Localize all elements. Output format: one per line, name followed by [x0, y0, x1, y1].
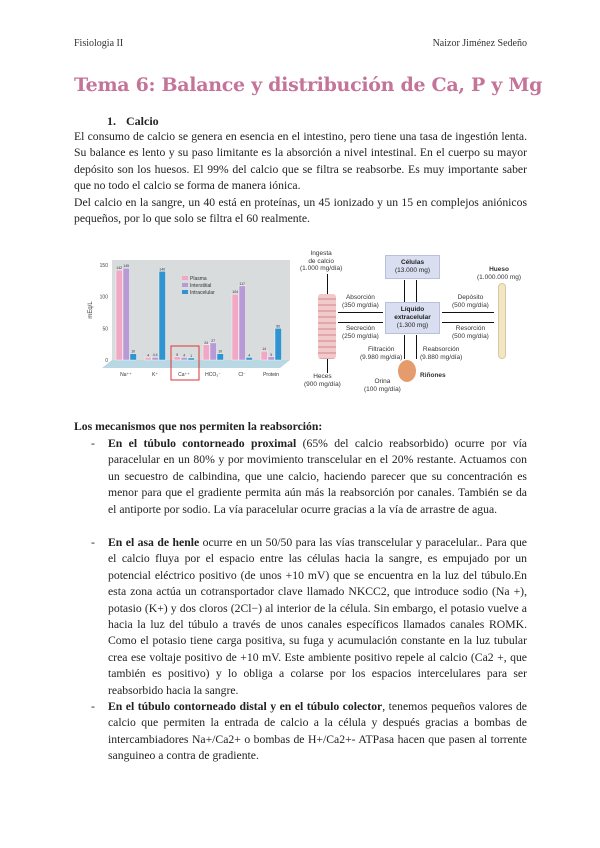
secretion-label: Secreción (250 mg/día): [342, 325, 379, 340]
legend-swatch: [182, 276, 188, 280]
bar-value-label: 1: [190, 354, 193, 358]
dash: -: [91, 700, 95, 713]
bar-value-label: 27: [211, 338, 216, 343]
item-text: , tenemos pequeños valores de calcio que permiten la entrada de calcio a la célula y después gracias a bombas de intercambiadores Na+/Ca2+ o bombas de H+/Ca2+- ATPasa hacen que pasen al torrente sanguineo a contra de gradiente.: [108, 700, 527, 763]
bar: [275, 328, 282, 360]
bar-value-label: 104: [232, 290, 239, 295]
bar-value-label: 10: [218, 349, 223, 354]
mechanisms-heading: Los mecanismos que nos permiten la reabsorción:: [74, 420, 323, 433]
bar-value-label: 4: [248, 353, 251, 358]
y-tick-label: 0: [105, 358, 108, 364]
kidneys-label: Riñones: [420, 372, 446, 379]
list-item-proximal: [91, 436, 527, 518]
bar: [188, 358, 195, 360]
filtration-label: Filtración (9.980 mg/día): [360, 346, 403, 361]
bar-value-label: 50: [276, 324, 281, 329]
bar-value-label: 4: [183, 353, 186, 358]
bar: [210, 343, 217, 360]
list-item-distal: [91, 699, 527, 765]
bar-value-label: 14: [262, 347, 267, 352]
page-title: Tema 6: Balance y distribución de Ca, P y Mg: [74, 74, 543, 96]
list-item-henle: [91, 535, 527, 699]
absorption-label: Absorción (350 mg/día): [342, 294, 379, 309]
bar: [246, 357, 253, 360]
item-bold: En el asa de henle: [108, 536, 200, 549]
bar: [116, 270, 123, 360]
bar: [152, 357, 159, 360]
x-tick-label: Ca⁺⁺: [178, 372, 190, 378]
header-author: Naizor Jiménez Sedeño: [432, 38, 527, 49]
item-text: (65% del calcio reabsorbido) ocurre por vía paracelular en un 80% y por movimiento transcelular en el 20% restante. Actuamos con un secuestro de calbindina, que une calcio, haciendo parecer que su concentración es menor para que el gradiente permita aún más la reabsorción por canales. También se da el antiporte por sodio. La vía paracelular ocurre gracias a la vía de arrastre de agua.: [108, 437, 527, 516]
dash: -: [91, 437, 95, 450]
legend-swatch: [182, 290, 188, 294]
urine-label: Orina (100 mg/día): [364, 378, 401, 393]
bone-label: Hueso (1.000.000 mg): [477, 266, 522, 281]
section-heading: [107, 114, 169, 129]
bar-value-label: 140: [159, 267, 166, 272]
y-axis-label: mEq/L: [88, 301, 94, 319]
bar-value-label: 5: [270, 352, 273, 357]
cells-box: Células (13.000 mg): [385, 255, 440, 279]
chart-background: [112, 260, 290, 360]
y-tick-label: 50: [102, 326, 108, 333]
bone-icon: [498, 283, 506, 359]
item-bold: En el túbulo contorneado proximal: [108, 437, 297, 450]
intake-label: Ingesta de calcio (1.000 mg/día): [300, 250, 343, 272]
bar: [123, 268, 130, 360]
bar: [239, 286, 246, 360]
bar: [174, 357, 181, 360]
legend-label: Interstitial: [190, 283, 212, 289]
ecf-box: Líquido extracelular (1.300 mg): [385, 302, 440, 334]
bar: [145, 357, 152, 360]
header-course: Fisiologia II: [74, 38, 124, 49]
bar-value-label: 4: [147, 353, 150, 358]
bar-value-label: 145: [123, 264, 130, 269]
y-tick-label: 100: [99, 294, 108, 301]
feces-label: Heces (900 mg/día): [304, 373, 341, 388]
bar-value-label: 10: [131, 349, 136, 354]
bar: [232, 294, 239, 360]
bar-value-label: 5: [176, 352, 179, 357]
legend-swatch: [182, 283, 188, 287]
reabsorption-label: Reabsorción (9.880 mg/día): [420, 346, 463, 361]
bar: [130, 354, 137, 360]
y-tick-label: 150: [99, 263, 108, 269]
x-tick-label: Na⁺⁺: [120, 372, 132, 378]
resorption-label: Resorción (500 mg/día): [452, 325, 489, 340]
bar: [159, 271, 166, 360]
bar-value-label: 24: [204, 340, 209, 345]
section-number: 1.: [107, 114, 116, 128]
bar: [268, 357, 275, 360]
bar-value-label: 117: [239, 281, 245, 286]
x-tick-label: Protein: [263, 372, 279, 378]
dash: -: [91, 536, 95, 549]
calcium-balance-diagram: [292, 250, 540, 393]
section-label: Calcio: [126, 114, 159, 128]
bar-value-label: 4.4: [152, 353, 158, 358]
bar: [181, 357, 188, 360]
bar: [261, 351, 268, 360]
x-tick-label: HCO₃⁻: [205, 372, 221, 378]
chart-floor: [102, 360, 290, 368]
bar: [203, 345, 210, 360]
paragraph-1: El consumo de calcio se genera en esencia en el intestino, pero tiene una tasa de ingestión lenta. Su balance es lento y su paso limitante es la absorción a nivel intestinal. En el cuerpo su mayor depósito son los huesos. El 99% del calcio que se filtra se reabsorbe. Es muy importante saber que no todo el calcio se forma de manera iónica.: [74, 130, 527, 193]
legend-label: Intracelular: [190, 290, 215, 296]
paragraph-2: Del calcio en la sangre, un 40 está en proteínas, un 45 ionizado y un 15 en complejos aniónicos pequeños, por lo que solo se filtra el 60 realmente.: [74, 196, 527, 226]
bar: [217, 354, 224, 360]
item-text: ocurre en un 50/50 para las vías transcelular y paracelular.. Para que el calcio fluya por el espacio entre las células hacia la sangre, es empujado por un potencial eléctrico positivo (de unos +10 mV) que se encuentra en la luz del túbulo.En esta zona actúa un cotransportador clave llamado NKCC2, que introduce sodio (Na +), potasio (K+) y dos cloros (2Cl−) al interior de la célula. Sin embargo, el potasio vuelve a hacia la luz del túbulo a través de unos canales específicos llamados canales ROMK. Como el potasio tiene carga positiva, su fuga y acumulación constante en la luz tubular crea ese voltaje positivo de +10 mV. Este ambiente positivo repele al calcio (Ca2 +, que también es positivo) y lo obliga a colarse por los espacios intercelulares para ser reabsorbido hacia la sangre.: [108, 536, 527, 697]
electrolyte-bar-chart: [84, 250, 294, 385]
item-bold: En el túbulo contorneado distal y en el túbulo colector: [108, 700, 383, 713]
intestine-icon: [318, 294, 336, 359]
bar-value-label: 142: [116, 266, 123, 271]
x-tick-label: K⁺: [152, 372, 158, 378]
legend-label: Plasma: [190, 276, 207, 282]
x-tick-label: Cl⁻: [238, 372, 246, 378]
deposit-label: Depósito (500 mg/día): [452, 294, 489, 309]
